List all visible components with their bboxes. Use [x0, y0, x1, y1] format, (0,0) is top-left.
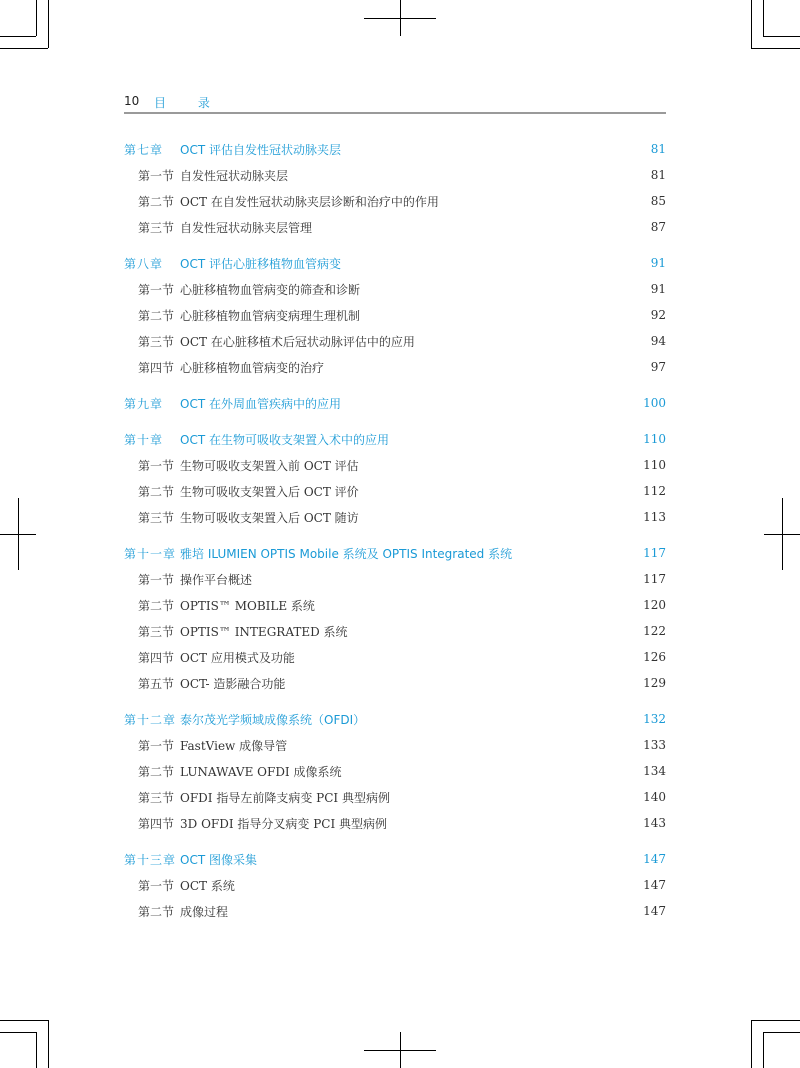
chapter-number: 第十一章 [124, 546, 177, 561]
chapter-title: 雅培 ILUMIEN OPTIS Mobile 系统及 OPTIS Integrated 系统 [180, 546, 513, 561]
chapter-title: OCT 图像采集 [180, 852, 257, 867]
section-title: 3D OFDI 指导分叉病变 PCI 典型病例 [180, 816, 388, 831]
dot-leader [364, 317, 647, 318]
section-entry[interactable] [124, 162, 666, 188]
section-title: 生物可吸收支架置入前 OCT 评估 [180, 458, 359, 473]
page-ref: 91 [650, 256, 666, 270]
section-title: FastView 成像导管 [180, 738, 288, 753]
dot-leader [352, 633, 640, 634]
section-title: 成像过程 [180, 904, 229, 919]
section-entry[interactable] [124, 188, 666, 214]
chapter-spacer [124, 240, 666, 250]
section-number: 第二节 [138, 308, 175, 323]
page-ref: 132 [643, 712, 666, 726]
page-ref: 117 [643, 572, 666, 586]
section-entry[interactable] [124, 504, 666, 530]
section-entry[interactable] [124, 478, 666, 504]
section-entry[interactable] [124, 452, 666, 478]
dot-leader [345, 405, 639, 406]
section-title: OCT- 造影融合功能 [180, 676, 286, 691]
page-ref: 81 [650, 168, 666, 182]
chapter-spacer [124, 530, 666, 540]
chapter-number: 第十二章 [124, 712, 177, 727]
dot-leader [316, 229, 647, 230]
page-ref: 120 [643, 598, 666, 612]
dot-leader [391, 825, 639, 826]
page-ref: 92 [650, 308, 666, 322]
chapter-entry[interactable] [124, 540, 666, 566]
dot-leader [364, 291, 647, 292]
dot-leader [363, 467, 639, 468]
page-header [124, 92, 666, 112]
section-number: 第四节 [138, 360, 175, 375]
chapter-entry[interactable] [124, 136, 666, 162]
section-entry[interactable] [124, 354, 666, 380]
dot-leader [232, 913, 639, 914]
page-ref: 126 [643, 650, 666, 664]
section-title: OCT 在自发性冠状动脉夹层诊断和治疗中的作用 [180, 194, 439, 209]
page-ref: 147 [643, 878, 666, 892]
section-number: 第一节 [138, 282, 175, 297]
chapter-spacer [124, 696, 666, 706]
section-title: 自发性冠状动脉夹层 [180, 168, 289, 183]
chapter-spacer [124, 416, 666, 426]
page-ref: 81 [650, 142, 666, 156]
section-number: 第三节 [138, 790, 175, 805]
section-number: 第一节 [138, 738, 175, 753]
section-entry[interactable] [124, 644, 666, 670]
section-entry[interactable] [124, 302, 666, 328]
section-number: 第二节 [138, 764, 175, 779]
section-entry[interactable] [124, 618, 666, 644]
section-entry[interactable] [124, 670, 666, 696]
dot-leader [394, 799, 639, 800]
page-ref: 110 [643, 458, 666, 472]
page-ref: 112 [643, 484, 666, 498]
chapter-number: 第八章 [124, 256, 164, 271]
dot-leader [299, 659, 639, 660]
dot-leader [292, 177, 647, 178]
section-number: 第一节 [138, 878, 175, 893]
page-ref: 113 [643, 510, 666, 524]
dot-leader [443, 203, 647, 204]
chapter-entry[interactable] [124, 706, 666, 732]
section-title: OCT 应用模式及功能 [180, 650, 295, 665]
section-entry[interactable] [124, 732, 666, 758]
chapter-entry[interactable] [124, 390, 666, 416]
dot-leader [346, 773, 640, 774]
dot-leader [239, 887, 639, 888]
chapter-title: OCT 在生物可吸收支架置入术中的应用 [180, 432, 389, 447]
dot-leader [256, 581, 639, 582]
section-title: LUNAWAVE OFDI 成像系统 [180, 764, 342, 779]
section-title: 自发性冠状动脉夹层管理 [180, 220, 313, 235]
chapter-number: 第七章 [124, 142, 164, 157]
section-entry[interactable] [124, 898, 666, 924]
chapter-entry[interactable] [124, 426, 666, 452]
page-ref: 87 [650, 220, 666, 234]
section-title: 操作平台概述 [180, 572, 253, 587]
chapter-entry[interactable] [124, 846, 666, 872]
section-entry[interactable] [124, 276, 666, 302]
section-number: 第一节 [138, 572, 175, 587]
page-title: 目 录 [154, 96, 224, 110]
chapter-title: OCT 在外周血管疾病中的应用 [180, 396, 341, 411]
chapter-title: 泰尔茂光学频域成像系统（OFDI） [180, 712, 366, 727]
chapter-number: 第十三章 [124, 852, 177, 867]
page-ref: 147 [643, 904, 666, 918]
section-number: 第一节 [138, 168, 175, 183]
section-number: 第三节 [138, 510, 175, 525]
chapter-entry[interactable] [124, 250, 666, 276]
dot-leader [291, 747, 639, 748]
page-ref: 134 [643, 764, 666, 778]
dot-leader [363, 493, 639, 494]
section-title: 心脏移植物血管病变病理生理机制 [180, 308, 361, 323]
page-ref: 147 [643, 852, 666, 866]
section-number: 第四节 [138, 816, 175, 831]
section-entry[interactable] [124, 810, 666, 836]
page-ref: 143 [643, 816, 666, 830]
dot-leader [516, 555, 639, 556]
section-title: 生物可吸收支架置入后 OCT 随访 [180, 510, 359, 525]
section-number: 第四节 [138, 650, 175, 665]
page-number: 10 [124, 94, 140, 108]
section-title: OPTIS™ INTEGRATED 系统 [180, 624, 348, 639]
section-entry[interactable] [124, 758, 666, 784]
dot-leader [345, 265, 647, 266]
table-of-contents [124, 136, 666, 924]
dot-leader [393, 441, 639, 442]
chapter-spacer [124, 836, 666, 846]
section-number: 第五节 [138, 676, 175, 691]
section-number: 第一节 [138, 458, 175, 473]
chapter-title: OCT 评估自发性冠状动脉夹层 [180, 142, 341, 157]
section-title: OCT 在心脏移植术后冠状动脉评估中的应用 [180, 334, 415, 349]
section-entry[interactable] [124, 566, 666, 592]
section-number: 第三节 [138, 334, 175, 349]
dot-leader [261, 861, 639, 862]
section-title: 生物可吸收支架置入后 OCT 评价 [180, 484, 359, 499]
page-ref: 110 [643, 432, 666, 446]
section-title: 心脏移植物血管病变的筛查和诊断 [180, 282, 361, 297]
section-number: 第二节 [138, 598, 175, 613]
section-title: 心脏移植物血管病变的治疗 [180, 360, 325, 375]
page-ref: 91 [650, 282, 666, 296]
chapter-number: 第十章 [124, 432, 164, 447]
section-number: 第三节 [138, 220, 175, 235]
section-entry[interactable] [124, 328, 666, 354]
page-ref: 129 [643, 676, 666, 690]
section-number: 第二节 [138, 194, 175, 209]
section-title: OFDI 指导左前降支病变 PCI 典型病例 [180, 790, 390, 805]
section-number: 第二节 [138, 484, 175, 499]
dot-leader [345, 151, 647, 152]
page-ref: 85 [650, 194, 666, 208]
chapter-title: OCT 评估心脏移植物血管病变 [180, 256, 341, 271]
header-rule [124, 112, 666, 114]
section-entry[interactable] [124, 214, 666, 240]
chapter-number: 第九章 [124, 396, 164, 411]
section-number: 第三节 [138, 624, 175, 639]
section-entry[interactable] [124, 784, 666, 810]
page-ref: 100 [643, 396, 666, 410]
section-title: OCT 系统 [180, 878, 235, 893]
section-entry[interactable] [124, 592, 666, 618]
dot-leader [289, 685, 639, 686]
dot-leader [319, 607, 639, 608]
page-ref: 133 [643, 738, 666, 752]
dot-leader [363, 519, 639, 520]
dot-leader [419, 343, 647, 344]
chapter-spacer [124, 380, 666, 390]
dot-leader [328, 369, 647, 370]
section-entry[interactable] [124, 872, 666, 898]
section-number: 第二节 [138, 904, 175, 919]
page-ref: 97 [650, 360, 666, 374]
page-ref: 94 [650, 334, 666, 348]
page-ref: 140 [643, 790, 666, 804]
page-ref: 117 [643, 546, 666, 560]
page-ref: 122 [643, 624, 666, 638]
section-title: OPTIS™ MOBILE 系统 [180, 598, 315, 613]
dot-leader [369, 721, 639, 722]
